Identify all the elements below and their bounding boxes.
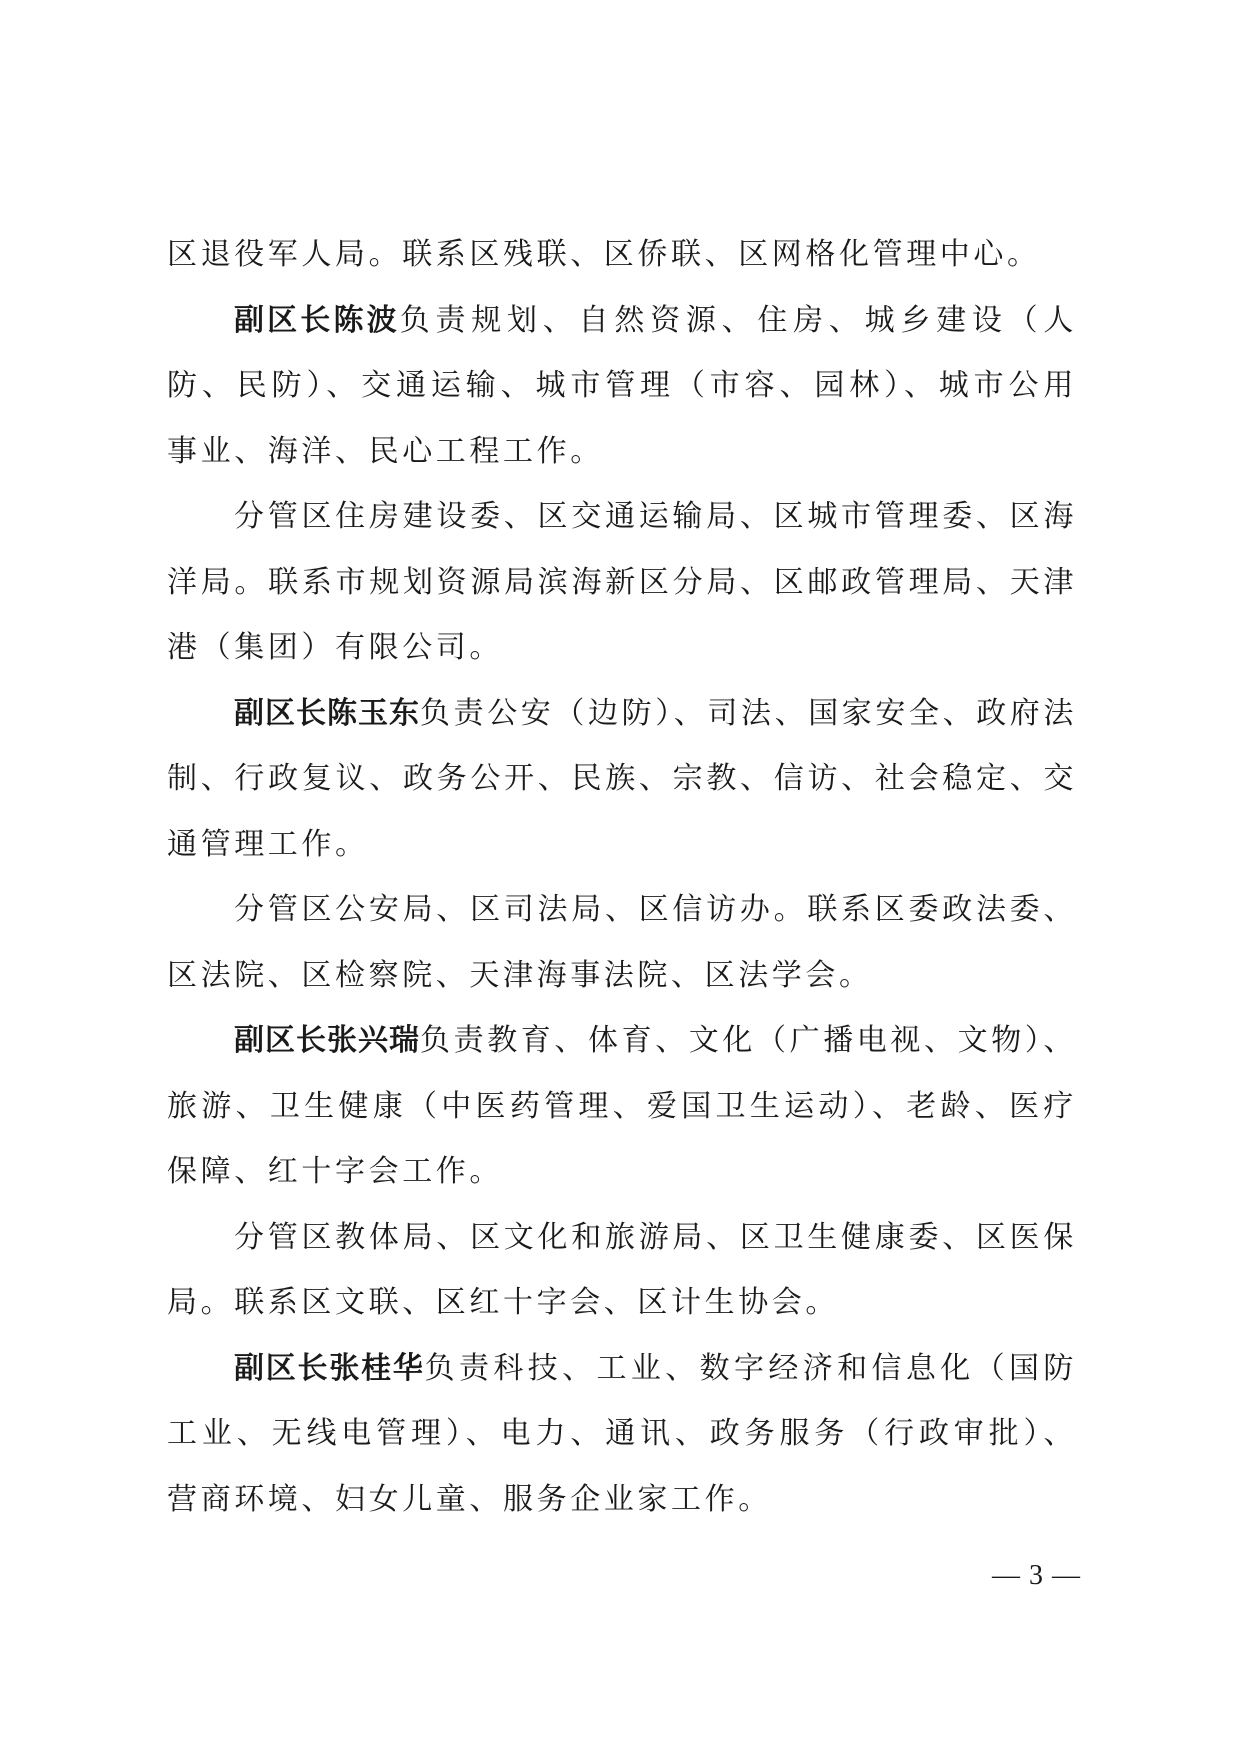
paragraph-text: 负责公安（边防）、司法、国家安全、政府法制、行政复议、政务公开、民族、宗教、信访、社会稳定、交通管理工作。 bbox=[167, 695, 1077, 862]
paragraph-text: 分管区教体局、区文化和旅游局、区卫生健康委、区医保局。联系区文联、区红十字会、区计生协会。 bbox=[167, 1219, 1077, 1320]
deputy-name-zhang-xingrui: 副区长张兴瑞 bbox=[234, 1023, 420, 1058]
paragraph-text: 负责规划、自然资源、住房、城乡建设（人防、民防）、交通运输、城市管理（市容、园林）、城市公用事业、海洋、民心工程工作。 bbox=[167, 302, 1077, 469]
paragraph-8 bbox=[167, 1336, 1077, 1533]
deputy-name-zhang-guihua: 副区长张桂华 bbox=[234, 1350, 425, 1386]
deputy-name-chen-bo: 副区长陈波 bbox=[234, 302, 400, 338]
paragraph-6 bbox=[167, 1008, 1077, 1205]
deputy-name-chen-yudong: 副区长陈玉东 bbox=[234, 695, 420, 731]
paragraph-4 bbox=[167, 681, 1077, 878]
paragraph-2 bbox=[167, 288, 1077, 485]
paragraph-1 bbox=[167, 222, 1077, 288]
paragraph-3 bbox=[167, 484, 1077, 681]
paragraph-text: 分管区公安局、区司法局、区信访办。联系区委政法委、区法院、区检察院、天津海事法院、区法学会。 bbox=[167, 892, 1077, 993]
paragraph-text: 分管区住房建设委、区交通运输局、区城市管理委、区海洋局。联系市规划资源局滨海新区分局、区邮政管理局、天津港（集团）有限公司。 bbox=[167, 499, 1077, 665]
paragraph-text: 负责科技、工业、数字经济和信息化（国防工业、无线电管理）、电力、通讯、政务服务（行政审批）、营商环境、妇女儿童、服务企业家工作。 bbox=[167, 1350, 1078, 1517]
page-number: — 3 — bbox=[992, 1560, 1081, 1591]
paragraph-5 bbox=[167, 877, 1077, 1008]
paragraph-text: 区退役军人局。联系区残联、区侨联、区网格化管理中心。 bbox=[167, 237, 1041, 272]
paragraph-7 bbox=[167, 1205, 1077, 1336]
paragraph-text: 负责教育、体育、文化（广播电视、文物）、旅游、卫生健康（中医药管理、爱国卫生运动）、老龄、医疗保障、红十字会工作。 bbox=[167, 1023, 1077, 1189]
document-body bbox=[167, 222, 1077, 1532]
